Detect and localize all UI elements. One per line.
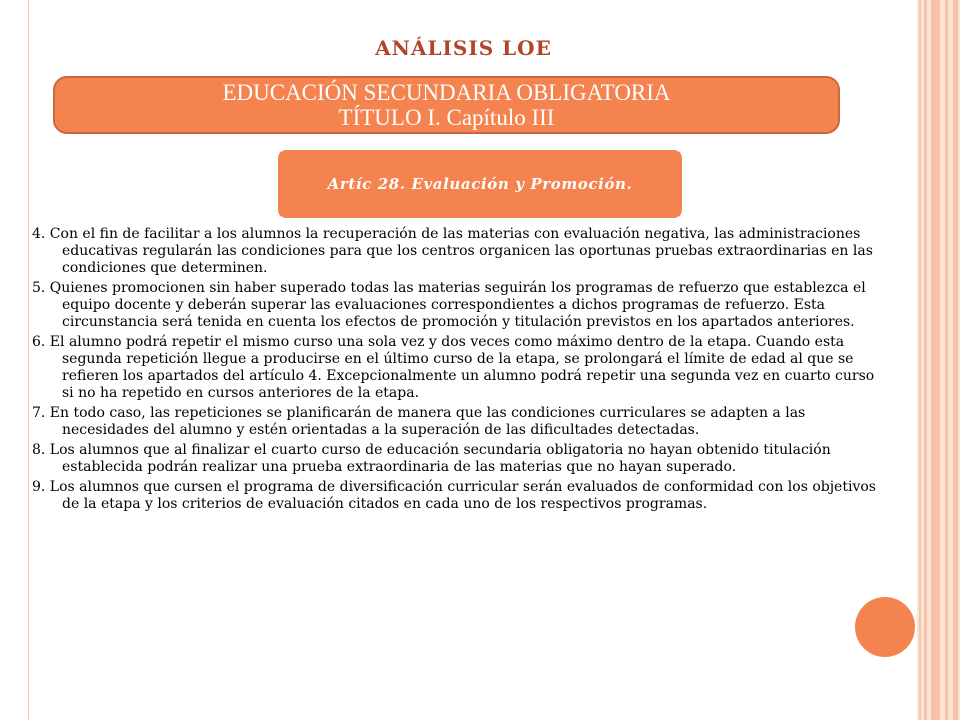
- stripe: [945, 0, 948, 720]
- banner-line-1: EDUCACIÓN SECUNDARIA OBLIGATORIA: [222, 80, 671, 105]
- article-heading: Artíc 28. Evaluación y Promoción.: [278, 150, 682, 218]
- section-banner: [53, 76, 840, 134]
- paragraph-5: 5. Quienes promocionen sin haber superado todas las materias seguirán los programas de refuerzo que establezca el equipo docente y deberán superar las evaluaciones correspondientes a dichos programas de refuerzo. Esta circunstancia será tenida en cuenta los efectos de promoción y titulación previstos en los apartados anteriores.: [32, 280, 866, 330]
- stripe: [931, 0, 940, 720]
- stripe: [924, 0, 927, 720]
- paragraph-7: 7. En todo caso, las repeticiones se planificarán de manera que las condiciones curriculares se adapten a las necesidades del alumno y estén orientadas a la superación de las dificultades detectadas.: [32, 405, 806, 438]
- stripe: [919, 0, 921, 720]
- paragraph-4: 4. Con el fin de facilitar a los alumnos la recuperación de las materias con evaluación negativa, las administraciones educativas regularán las condiciones para que los centros organicen las oportunas pruebas extraordinarias en las condiciones que determinen.: [32, 226, 873, 276]
- banner-line-2: TÍTULO I. Capítulo III: [338, 105, 555, 130]
- article-body: [32, 226, 882, 516]
- stripe: [953, 0, 958, 720]
- paragraph-6: 6. El alumno podrá repetir el mismo curso una sola vez y dos veces como máximo dentro de la etapa. Cuando esta segunda repetición llegue a producirse en el último curso de la etapa, se prolongará el límite de edad al que se refieren los apartados del artículo 4. Excepcionalmente un alumno podrá repetir una segunda vez en cuarto curso si no ha repetido en cursos anteriores de la etapa.: [32, 334, 875, 401]
- paragraph-9: 9. Los alumnos que cursen el programa de diversificación curricular serán evaluados de conformidad con los objetivos de la etapa y los criterios de evaluación citados en cada uno de los respectivos programas.: [32, 479, 876, 512]
- slide-title: ANÁLISIS LOE: [375, 36, 552, 60]
- left-rule: [28, 0, 29, 720]
- right-stripe-band: [917, 0, 960, 720]
- paragraph-8: 8. Los alumnos que al finalizar el cuarto curso de educación secundaria obligatoria no hayan obtenido titulación establecida podrán realizar una prueba extraordinaria de las materias que no hayan superado.: [32, 442, 831, 475]
- decorative-circle: [855, 597, 915, 657]
